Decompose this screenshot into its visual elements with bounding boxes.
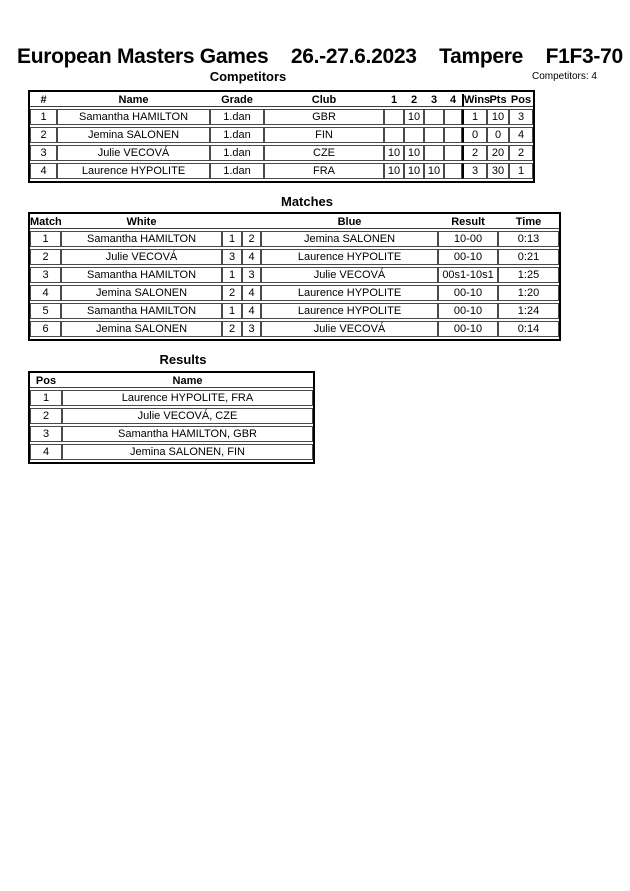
cell-round1 <box>384 109 404 125</box>
cell-round2: 10 <box>404 163 424 179</box>
cell-match-num: 6 <box>30 321 61 337</box>
result-row <box>30 444 313 460</box>
cell-pts: 30 <box>487 163 509 179</box>
cell-blue-name: Laurence HYPOLITE <box>261 249 438 265</box>
cell-round3 <box>424 145 444 161</box>
cell-name: Jemina SALONEN <box>57 127 210 143</box>
cell-round4 <box>444 145 462 161</box>
cell-pos: 4 <box>509 127 533 143</box>
cell-result: 00s1-10s1 <box>438 267 498 283</box>
matches-table <box>28 212 561 341</box>
competitor-row <box>30 145 533 161</box>
cell-pos: 3 <box>509 109 533 125</box>
competitors-section-title: Competitors <box>209 69 287 84</box>
cell-white-seed: 2 <box>222 285 242 301</box>
cell-time: 0:14 <box>498 321 559 337</box>
cell-blue-seed: 4 <box>242 303 261 319</box>
col-header-time: Time <box>498 216 559 229</box>
competitors-header-row <box>30 94 533 107</box>
result-row <box>30 390 313 406</box>
cell-blue-name: Julie VECOVÁ <box>261 321 438 337</box>
cell-time: 0:13 <box>498 231 559 247</box>
cell-round1: 10 <box>384 163 404 179</box>
cell-round2: 10 <box>404 145 424 161</box>
cell-result: 00-10 <box>438 303 498 319</box>
cell-name: Laurence HYPOLITE <box>57 163 210 179</box>
cell-round4 <box>444 127 462 143</box>
title-dates: 26.-27.6.2023 <box>290 45 417 68</box>
cell-name: Samantha HAMILTON, GBR <box>62 426 313 442</box>
cell-blue-name: Julie VECOVÁ <box>261 267 438 283</box>
cell-pts: 20 <box>487 145 509 161</box>
title-city: Tampere <box>439 45 524 68</box>
cell-result: 10-00 <box>438 231 498 247</box>
cell-num: 2 <box>30 127 57 143</box>
cell-round2: 10 <box>404 109 424 125</box>
col-header-white: White <box>61 216 222 229</box>
match-row <box>30 249 559 265</box>
cell-white-seed: 1 <box>222 303 242 319</box>
col-header-name: Name <box>57 94 210 107</box>
cell-blue-seed: 3 <box>242 267 261 283</box>
col-header-pts: Pts <box>487 94 509 107</box>
result-row <box>30 408 313 424</box>
cell-club: GBR <box>264 109 384 125</box>
cell-result: 00-10 <box>438 285 498 301</box>
cell-blue-seed: 3 <box>242 321 261 337</box>
col-header-blue: Blue <box>261 216 438 229</box>
col-header-pos: Pos <box>510 94 532 106</box>
cell-round1 <box>384 127 404 143</box>
cell-pos: 1 <box>509 163 533 179</box>
cell-pos: 3 <box>30 426 62 442</box>
cell-round4 <box>444 163 462 179</box>
cell-time: 1:25 <box>498 267 559 283</box>
col-header-blue-num <box>242 216 261 229</box>
cell-white-seed: 2 <box>222 321 242 337</box>
cell-grade: 1.dan <box>210 127 264 143</box>
cell-num: 3 <box>30 145 57 161</box>
cell-pos: 2 <box>30 408 62 424</box>
cell-white-name: Samantha HAMILTON <box>61 231 222 247</box>
cell-time: 1:24 <box>498 303 559 319</box>
results-header-row <box>30 375 313 388</box>
cell-match-num: 2 <box>30 249 61 265</box>
cell-round3: 10 <box>424 163 444 179</box>
results-section-title: Results <box>159 352 207 367</box>
cell-name: Jemina SALONEN, FIN <box>62 444 313 460</box>
col-header-round4: 4 <box>444 94 462 107</box>
competitor-row <box>30 109 533 125</box>
cell-white-name: Samantha HAMILTON <box>61 267 222 283</box>
cell-match-num: 3 <box>30 267 61 283</box>
col-header-club: Club <box>264 94 384 107</box>
cell-time: 1:20 <box>498 285 559 301</box>
match-row <box>30 303 559 319</box>
cell-num: 1 <box>30 109 57 125</box>
col-header-result: Result <box>438 216 498 229</box>
match-row <box>30 321 559 337</box>
match-row <box>30 285 559 301</box>
cell-num: 4 <box>30 163 57 179</box>
cell-round1: 10 <box>384 145 404 161</box>
cell-blue-name: Laurence HYPOLITE <box>261 303 438 319</box>
cell-blue-seed: 4 <box>242 285 261 301</box>
cell-wins: 0 <box>462 127 487 143</box>
cell-name: Julie VECOVÁ <box>57 145 210 161</box>
cell-pts: 0 <box>487 127 509 143</box>
cell-name: Samantha HAMILTON <box>57 109 210 125</box>
cell-pos: 4 <box>30 444 62 460</box>
results-table <box>28 371 315 464</box>
cell-blue-seed: 2 <box>242 231 261 247</box>
matches-section-title: Matches <box>280 194 334 209</box>
col-header-round3: 3 <box>424 94 444 107</box>
cell-blue-name: Jemina SALONEN <box>261 231 438 247</box>
cell-blue-name: Laurence HYPOLITE <box>261 285 438 301</box>
col-header-pos: Pos <box>30 375 62 388</box>
col-header-white-num <box>222 216 242 229</box>
title-event: European Masters Games <box>17 45 269 68</box>
cell-white-seed: 1 <box>222 231 242 247</box>
cell-name: Laurence HYPOLITE, FRA <box>62 390 313 406</box>
cell-club: FIN <box>264 127 384 143</box>
cell-round3 <box>424 127 444 143</box>
cell-round4 <box>444 109 462 125</box>
col-header-wins: Wins <box>464 94 491 106</box>
competitors-table <box>28 90 535 183</box>
cell-round3 <box>424 109 444 125</box>
match-row <box>30 267 559 283</box>
cell-grade: 1.dan <box>210 109 264 125</box>
cell-match-num: 4 <box>30 285 61 301</box>
col-header-grade: Grade <box>210 94 264 107</box>
cell-pts: 10 <box>487 109 509 125</box>
cell-white-name: Jemina SALONEN <box>61 285 222 301</box>
cell-round2 <box>404 127 424 143</box>
cell-white-name: Jemina SALONEN <box>61 321 222 337</box>
col-header-match: Match <box>30 216 62 228</box>
cell-pos: 2 <box>509 145 533 161</box>
cell-wins: 1 <box>462 109 487 125</box>
col-header-round2: 2 <box>404 94 424 107</box>
cell-white-seed: 1 <box>222 267 242 283</box>
cell-wins: 3 <box>462 163 487 179</box>
cell-white-name: Samantha HAMILTON <box>61 303 222 319</box>
cell-blue-seed: 4 <box>242 249 261 265</box>
cell-white-name: Julie VECOVÁ <box>61 249 222 265</box>
cell-result: 00-10 <box>438 249 498 265</box>
match-row <box>30 231 559 247</box>
cell-grade: 1.dan <box>210 145 264 161</box>
cell-name: Julie VECOVÁ, CZE <box>62 408 313 424</box>
title-category: F1F3-70 <box>545 45 623 68</box>
cell-club: CZE <box>264 145 384 161</box>
cell-result: 00-10 <box>438 321 498 337</box>
result-row <box>30 426 313 442</box>
cell-club: FRA <box>264 163 384 179</box>
cell-wins: 2 <box>462 145 487 161</box>
competitors-count-label: Competitors: 4 <box>531 71 597 82</box>
cell-match-num: 5 <box>30 303 61 319</box>
cell-match-num: 1 <box>30 231 61 247</box>
competitor-row <box>30 127 533 143</box>
cell-white-seed: 3 <box>222 249 242 265</box>
page-title <box>17 45 623 69</box>
cell-pos: 1 <box>30 390 62 406</box>
matches-header-row <box>30 216 559 229</box>
col-header-name: Name <box>62 375 313 388</box>
col-header-num: # <box>30 94 57 107</box>
competitor-row <box>30 163 533 179</box>
col-header-round1: 1 <box>384 94 404 107</box>
cell-grade: 1.dan <box>210 163 264 179</box>
cell-time: 0:21 <box>498 249 559 265</box>
